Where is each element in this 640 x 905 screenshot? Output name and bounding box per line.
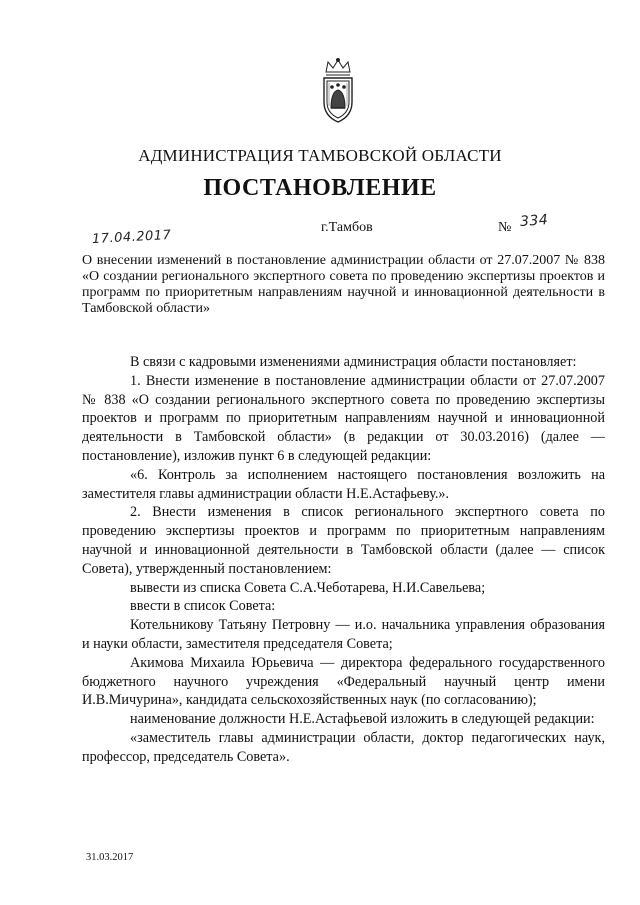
document-body — [82, 353, 605, 767]
document-title: О внесении изменений в постановление администрации области от 27.07.2007 № 838 «О создании регионального экспертного совета по проведению экспертизы проектов и программ по приоритетным направлениям научной и инновационной деятельности в Тамбовской области» — [82, 253, 605, 316]
number-label: № — [498, 220, 512, 235]
organization-name: АДМИНИСТРАЦИЯ ТАМБОВСКОЙ ОБЛАСТИ — [138, 146, 502, 165]
paragraph: «заместитель главы администрации области, доктор педагогических наук, профессор, председатель Совета». — [82, 729, 605, 765]
footer-code: 31.03.2017 — [86, 852, 134, 863]
paragraph: «6. Контроль за исполнением настоящего постановления возложить на заместителя главы администрации области Н.Е.Астафьеву.». — [82, 466, 605, 502]
paragraph: ввести в список Совета: — [130, 598, 276, 615]
paragraph: 2. Внести изменения в список регионального экспертного совета по проведению экспертизы проектов и программ по приоритетным направлениям научной и инновационной деятельности в Тамбовской области (далее — список Совета), утвержденный постановлением: — [82, 504, 605, 577]
paragraph: наименование должности Н.Е.Астафьевой изложить в следующей редакции: — [130, 711, 595, 728]
paragraph: В связи с кадровыми изменениями администрация области постановляет: — [130, 354, 577, 370]
handwritten-number: 334 — [519, 212, 549, 230]
paragraph: 1. Внести изменение в постановление администрации области от 27.07.2007 № 838 «О создании регионального экспертного совета по проведению экспертизы проектов и программ по приоритетным направлениям научной и инновационной деятельности в Тамбовской области» (в редакции от 30.03.2016) (далее — постановление), изложив пункт 6 в следующей редакции: — [82, 372, 605, 464]
coat-of-arms-icon — [318, 58, 358, 124]
paragraph: вывести из списка Совета С.А.Чеботарева, Н.И.Савельева; — [130, 579, 486, 596]
document-type: ПОСТАНОВЛЕНИЕ — [203, 175, 437, 201]
paragraph: Акимова Михаила Юрьевича — директора федерального государственного бюджетного научного учреждения «Федеральный научный центр имени И.В.Мичурина», кандидата сельскохозяйственных наук (по согласованию); — [82, 654, 605, 709]
city: г.Тамбов — [321, 220, 373, 235]
paragraph: Котельникову Татьяну Петровну — и.о. начальника управления образования и науки области, заместителя председателя Совета; — [82, 617, 605, 652]
handwritten-date: 17.04.2017 — [91, 227, 172, 248]
